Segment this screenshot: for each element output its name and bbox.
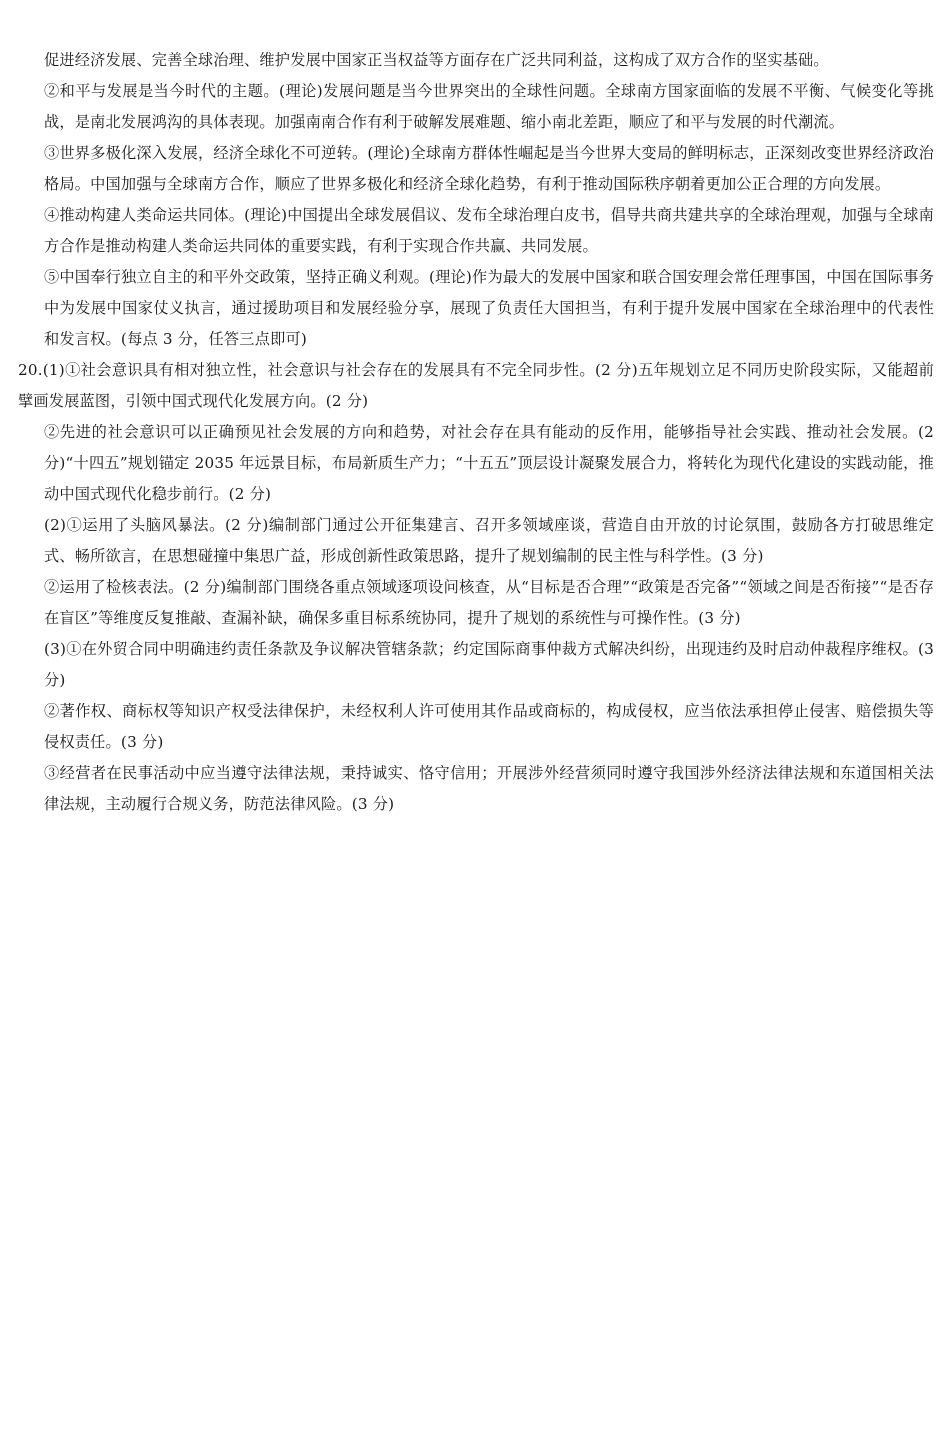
question-20-part-3-point-1: (3)①在外贸合同中明确违约责任条款及争议解决管辖条款；约定国际商事仲裁方式解决纠纷，出现违约及时启动仲裁程序维权。(3 分) [44,640,934,689]
paragraph-continuation: 促进经济发展、完善全球治理、维护发展中国家正当权益等方面存在广泛共同利益，这构成了双方合作的坚实基础。 [44,51,829,69]
paragraph-point-3: ③世界多极化深入发展，经济全球化不可逆转。(理论)全球南方群体性崛起是当今世界大变局的鲜明标志，正深刻改变世界经济政治格局。中国加强与全球南方合作，顺应了世界多极化和经济全球化趋势，有利于推动国际秩序朝着更加公正合理的方向发展。 [44,144,934,193]
question-20-part-1-point-2: ②先进的社会意识可以正确预见社会发展的方向和趋势，对社会存在具有能动的反作用，能够指导社会实践、推动社会发展。(2 分)“十四五”规划锚定 2035 年远景目标，布局新质生产力；“十五五”顶层设计凝聚发展合力，将转化为现代化建设的实践动能，推动中国式现代化稳步前行。(2 分) [44,423,934,503]
question-20-part-1-point-1: 20.(1)①社会意识具有相对独立性，社会意识与社会存在的发展具有不完全同步性。(2 分)五年规划立足不同历史阶段实际，又能超前擘画发展蓝图，引领中国式现代化发展方向。(2 分) [18,361,934,410]
question-20-part-2-point-2: ②运用了检核表法。(2 分)编制部门围绕各重点领域逐项设问核查，从“目标是否合理”“政策是否完备”“领域之间是否衔接”“是否存在盲区”等维度反复推敲、查漏补缺，确保多重目标系统协同，提升了规划的系统性与可操作性。(3 分) [44,578,934,627]
question-20-part-2-point-1: (2)①运用了头脑风暴法。(2 分)编制部门通过公开征集建言、召开多领域座谈，营造自由开放的讨论氛围，鼓励各方打破思维定式、畅所欲言，在思想碰撞中集思广益，形成创新性政策思路，提升了规划编制的民主性与科学性。(3 分) [44,516,934,565]
paragraph-point-4: ④推动构建人类命运共同体。(理论)中国提出全球发展倡议、发布全球治理白皮书，倡导共商共建共享的全球治理观，加强与全球南方合作是推动构建人类命运共同体的重要实践，有利于实现合作共赢、共同发展。 [44,206,934,255]
paragraph-point-2: ②和平与发展是当今时代的主题。(理论)发展问题是当今世界突出的全球性问题。全球南方国家面临的发展不平衡、气候变化等挑战，是南北发展鸿沟的具体表现。加强南南合作有利于破解发展难题、缩小南北差距，顺应了和平与发展的时代潮流。 [44,82,934,131]
paragraph-point-5: ⑤中国奉行独立自主的和平外交政策，坚持正确义利观。(理论)作为最大的发展中国家和联合国安理会常任理事国，中国在国际事务中为发展中国家仗义执言，通过援助项目和发展经验分享，展现了负责任大国担当，有利于提升发展中国家在全球治理中的代表性和发言权。(每点 3 分，任答三点即可) [44,268,934,348]
question-20-part-3-point-2: ②著作权、商标权等知识产权受法律保护，未经权利人许可使用其作品或商标的，构成侵权，应当依法承担停止侵害、赔偿损失等侵权责任。(3 分) [44,702,934,751]
question-20-part-3-point-3: ③经营者在民事活动中应当遵守法律法规，秉持诚实、恪守信用；开展涉外经营须同时遵守我国涉外经济法律法规和东道国相关法律法规，主动履行合规义务，防范法律风险。(3 分) [44,764,934,813]
answer-content [18,45,934,820]
